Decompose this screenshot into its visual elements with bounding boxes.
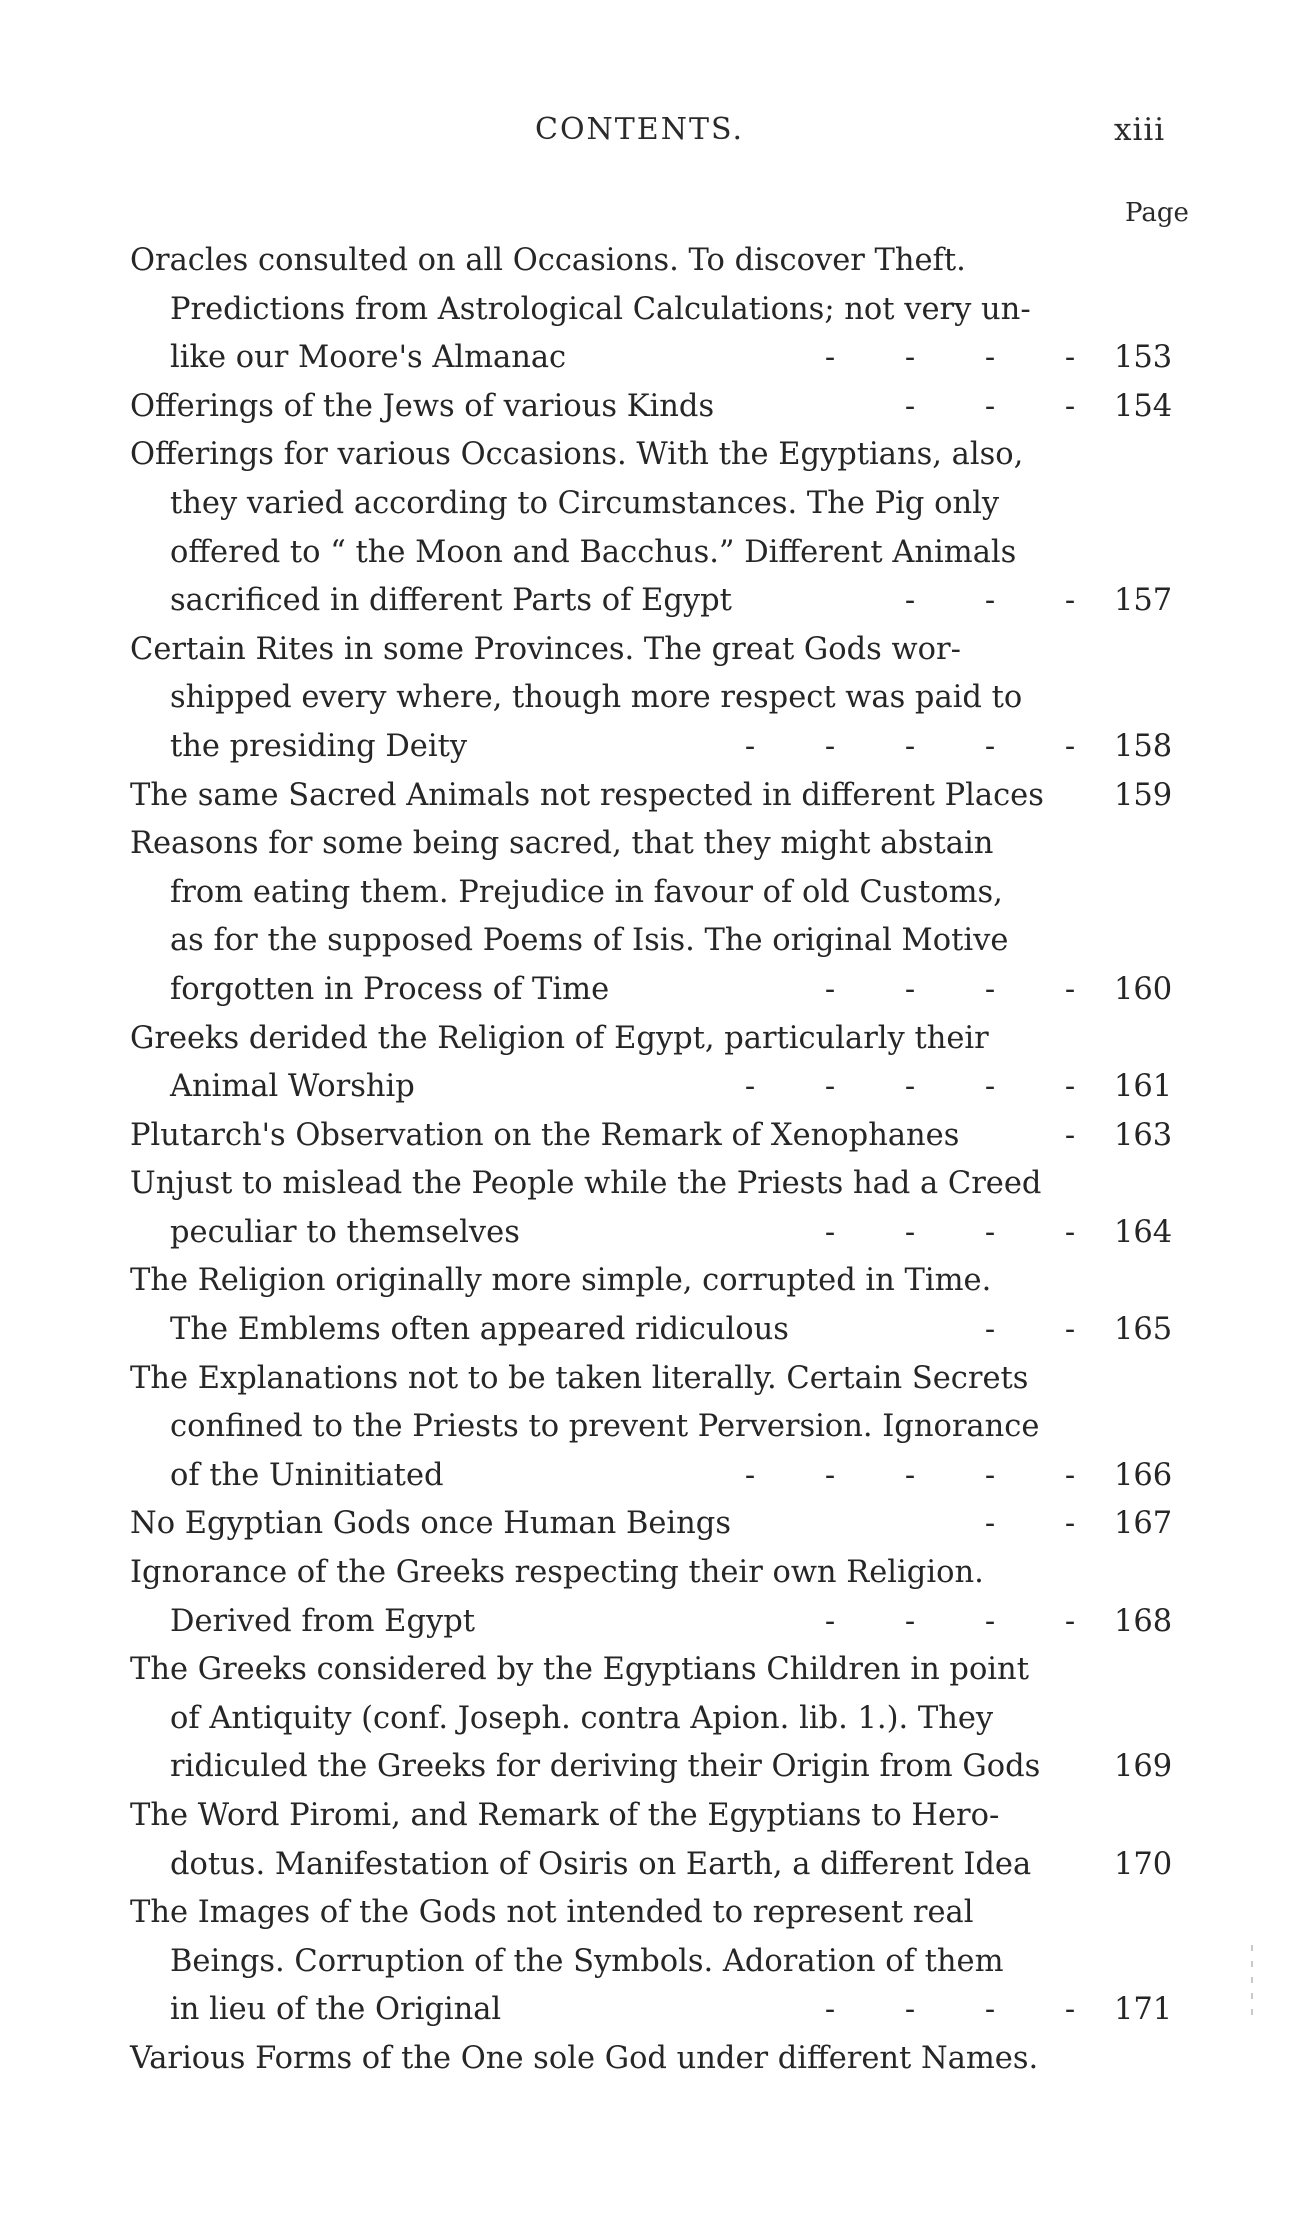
entry-text: as for the supposed Poems of Isis. The original Motive xyxy=(170,923,1009,959)
entry-line xyxy=(0,869,1294,918)
contents-entry xyxy=(0,1889,1294,2035)
entry-text: Beings. Corruption of the Symbols. Adoration of them xyxy=(170,1943,1004,1979)
entry-line xyxy=(0,334,1294,383)
entry-text: the presiding Deity xyxy=(170,728,468,764)
contents-entry xyxy=(0,1015,1294,1112)
contents-entry xyxy=(0,383,1294,432)
contents-entry xyxy=(0,1792,1294,1889)
entry-text: Animal Worship xyxy=(170,1069,415,1105)
contents-entry xyxy=(0,1500,1294,1549)
entry-text: dotus. Manifestation of Osiris on Earth, a different Idea xyxy=(170,1846,1032,1882)
entry-line xyxy=(0,723,1294,772)
entry-text: Certain Rites in some Provinces. The great Gods wor- xyxy=(130,631,961,667)
entry-text: confined to the Priests to prevent Perversion. Ignorance xyxy=(170,1409,1040,1445)
entry-line xyxy=(0,2035,1294,2084)
entry-text: Plutarch's Observation on the Remark of Xenophanes xyxy=(130,1117,960,1153)
entry-text: they varied according to Circumstances. The Pig only xyxy=(170,485,1000,521)
entry-text: Reasons for some being sacred, that they might abstain xyxy=(130,826,994,862)
contents-entry xyxy=(0,431,1294,625)
entry-line xyxy=(0,772,1294,821)
margin-specks xyxy=(1245,1935,1259,2055)
entry-page-number: 169 xyxy=(1114,1749,1173,1785)
contents-entry xyxy=(0,1160,1294,1257)
contents-entry xyxy=(0,1549,1294,1646)
entry-line xyxy=(0,577,1294,626)
entry-line xyxy=(0,626,1294,675)
entry-text: shipped every where, though more respect was paid to xyxy=(170,680,1023,716)
dot-leaders: - - - xyxy=(904,583,1076,619)
entry-page-number: 159 xyxy=(1114,777,1173,813)
dot-leaders: - - xyxy=(984,1312,1076,1348)
entry-page-number: 168 xyxy=(1114,1603,1173,1639)
entry-page-number: 164 xyxy=(1114,1214,1173,1250)
dot-leaders: - - - - xyxy=(824,340,1076,376)
entry-text: The Emblems often appeared ridiculous xyxy=(170,1312,789,1348)
entry-line xyxy=(0,674,1294,723)
entry-line xyxy=(0,820,1294,869)
contents-entry xyxy=(0,1112,1294,1161)
entry-line xyxy=(0,1452,1294,1501)
entry-text: from eating them. Prejudice in favour of old Customs, xyxy=(170,874,1003,910)
running-head xyxy=(0,112,1294,162)
entry-line xyxy=(0,1112,1294,1161)
entry-page-number: 170 xyxy=(1114,1846,1173,1882)
entry-line xyxy=(0,1938,1294,1987)
entry-line xyxy=(0,1209,1294,1258)
entry-text: in lieu of the Original xyxy=(170,1992,502,2028)
entry-text: Offerings of the Jews of various Kinds xyxy=(130,388,715,424)
entry-page-number: 158 xyxy=(1114,728,1173,764)
dot-leaders: - xyxy=(1064,1117,1076,1153)
dot-leaders: - - - - - xyxy=(744,1069,1076,1105)
entry-line xyxy=(0,1695,1294,1744)
entry-page-number: 154 xyxy=(1114,388,1173,424)
entry-page-number: 161 xyxy=(1114,1069,1173,1105)
entry-text: offered to “ the Moon and Bacchus.” Different Animals xyxy=(170,534,1017,570)
contents-entry xyxy=(0,626,1294,772)
entry-text: Derived from Egypt xyxy=(170,1603,475,1639)
entry-text: like our Moore's Almanac xyxy=(170,340,567,376)
entry-page-number: 171 xyxy=(1114,1992,1173,2028)
entry-line xyxy=(0,1500,1294,1549)
entry-text: The Word Piromi, and Remark of the Egyptians to Hero- xyxy=(130,1798,1000,1833)
entry-line xyxy=(0,1792,1294,1841)
entry-line xyxy=(0,1841,1294,1890)
entry-line xyxy=(0,1063,1294,1112)
dot-leaders: - - - xyxy=(904,388,1076,424)
dot-leaders: - - - - xyxy=(824,1992,1076,2028)
entry-line xyxy=(0,1355,1294,1404)
contents-entry xyxy=(0,1257,1294,1354)
entry-line xyxy=(0,1306,1294,1355)
entry-text: Greeks derided the Religion of Egypt, particularly their xyxy=(130,1020,989,1056)
entry-text: Offerings for various Occasions. With the Egyptians, also, xyxy=(130,437,1024,473)
entry-line xyxy=(0,966,1294,1015)
contents-entry xyxy=(0,2035,1294,2084)
page-folio: xiii xyxy=(1114,112,1166,148)
entry-line xyxy=(0,1160,1294,1209)
entry-text: Unjust to mislead the People while the Priests had a Creed xyxy=(130,1166,1042,1202)
contents-entry xyxy=(0,820,1294,1014)
entry-text: The Religion originally more simple, corrupted in Time. xyxy=(130,1263,992,1299)
entry-text: The Explanations not to be taken literally. Certain Secrets xyxy=(130,1360,1029,1396)
entry-line xyxy=(0,1549,1294,1598)
contents-entry xyxy=(0,1355,1294,1501)
entry-text: ridiculed the Greeks for deriving their Origin from Gods xyxy=(170,1749,1041,1785)
entry-page-number: 153 xyxy=(1114,340,1173,376)
contents-entry xyxy=(0,1646,1294,1792)
entry-text: No Egyptian Gods once Human Beings xyxy=(130,1506,731,1542)
entry-page-number: 157 xyxy=(1114,583,1173,619)
dot-leaders: - - - - xyxy=(824,971,1076,1007)
dot-leaders: - - - - - xyxy=(744,1457,1076,1493)
entry-line xyxy=(0,529,1294,578)
entry-line xyxy=(0,1986,1294,2035)
entry-line xyxy=(0,917,1294,966)
entry-text: sacrificed in different Parts of Egypt xyxy=(170,583,732,619)
entry-text: of Antiquity (conf. Joseph. contra Apion. lib. 1.). They xyxy=(170,1700,994,1736)
dot-leaders: - - xyxy=(984,1506,1076,1542)
running-head-title: CONTENTS. xyxy=(535,112,744,147)
entry-page-number: 163 xyxy=(1114,1117,1173,1153)
entry-line xyxy=(0,1257,1294,1306)
entry-line xyxy=(0,383,1294,432)
entry-text: Ignorance of the Greeks respecting their own Religion. xyxy=(130,1555,984,1591)
contents-entry xyxy=(0,237,1294,383)
entry-text: forgotten in Process of Time xyxy=(170,971,610,1007)
entry-page-number: 165 xyxy=(1114,1312,1173,1348)
entry-line xyxy=(0,286,1294,335)
entry-text: The Greeks considered by the Egyptians Children in point xyxy=(130,1652,1029,1688)
dot-leaders: - - - - - xyxy=(744,728,1076,764)
entry-line xyxy=(0,431,1294,480)
contents-entry xyxy=(0,772,1294,821)
entry-page-number: 167 xyxy=(1114,1506,1173,1542)
entry-page-number: 160 xyxy=(1114,971,1173,1007)
entry-text: peculiar to themselves xyxy=(170,1214,520,1250)
entry-text: Various Forms of the One sole God under different Names. xyxy=(130,2040,1039,2076)
entry-text: The same Sacred Animals not respected in different Places xyxy=(130,777,1044,813)
entry-line xyxy=(0,1646,1294,1695)
entry-line xyxy=(0,1403,1294,1452)
entry-line xyxy=(0,237,1294,286)
entry-page-number: 166 xyxy=(1114,1457,1173,1493)
entry-text: Oracles consulted on all Occasions. To discover Theft. xyxy=(130,243,966,278)
entry-text: Predictions from Astrological Calculations; not very un- xyxy=(170,291,1031,327)
entry-text: The Images of the Gods not intended to represent real xyxy=(130,1895,974,1931)
entry-line xyxy=(0,1598,1294,1647)
entry-line xyxy=(0,1015,1294,1064)
contents-list xyxy=(0,237,1294,2084)
page-column-label: Page xyxy=(1125,198,1189,228)
entry-line xyxy=(0,1743,1294,1792)
dot-leaders: - - - - xyxy=(824,1603,1076,1639)
entry-line xyxy=(0,480,1294,529)
entry-line xyxy=(0,1889,1294,1938)
dot-leaders: - - - - xyxy=(824,1214,1076,1250)
entry-text: of the Uninitiated xyxy=(170,1457,444,1493)
